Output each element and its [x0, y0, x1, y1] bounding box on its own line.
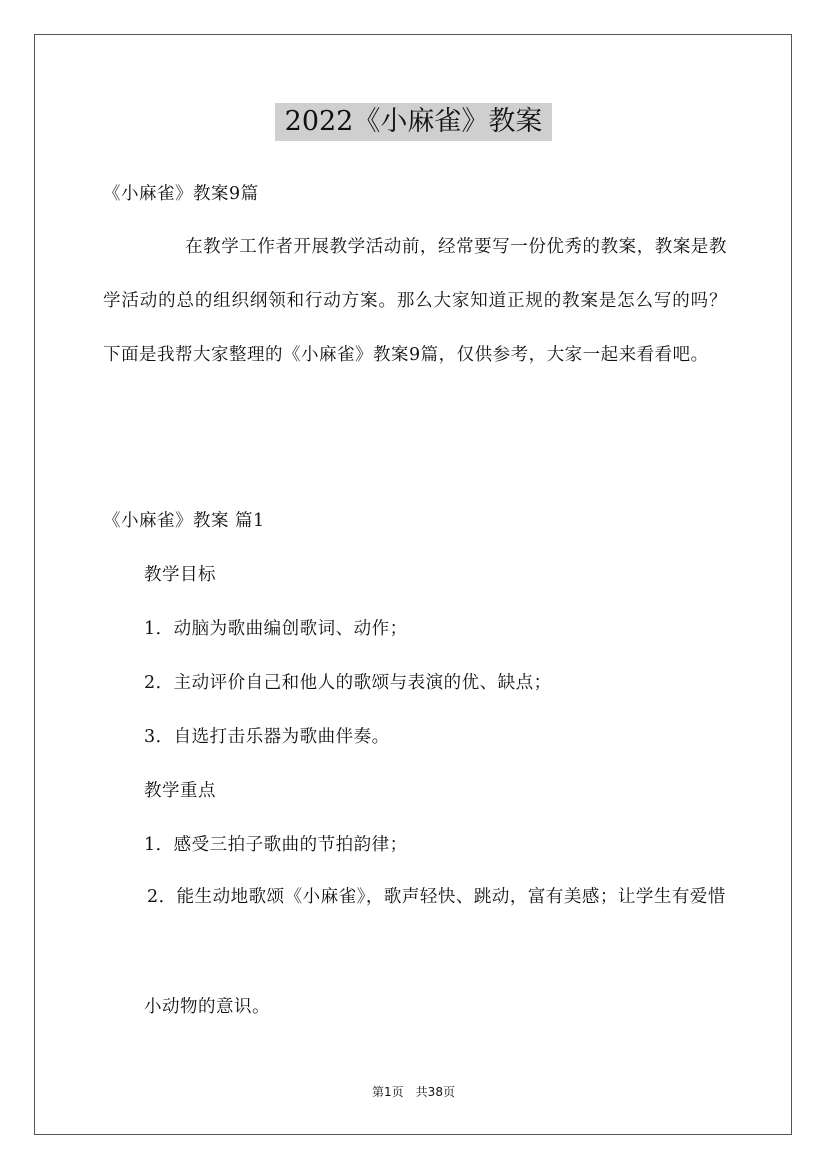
- focus-item: 1．感受三拍子歌曲的节拍韵律；: [144, 835, 408, 855]
- intro-paragraph: [103, 220, 727, 382]
- goal-item: 3．自选打击乐器为歌曲伴奏。: [144, 727, 390, 747]
- section-heading: 《小麻雀》教案 篇1: [103, 511, 265, 531]
- document-title: 2022《小麻雀》教案: [275, 103, 552, 141]
- document-subtitle: 《小麻雀》教案9篇: [103, 184, 259, 204]
- intro-text: 在教学工作者开展教学活动前，经常要写一份优秀的教案，教案是教学活动的总的组织纲领和行动方案。那么大家知道正规的教案是怎么写的吗？下面是我帮大家整理的《小麻雀》教案9篇，仅供参考，大家一起来看看吧。: [103, 237, 727, 365]
- page-footer: 第1页 共38页: [372, 1085, 455, 1099]
- goal-item: 2．主动评价自己和他人的歌颂与表演的优、缺点；: [144, 673, 552, 693]
- focus-item: 2．能生动地歌颂《小麻雀》，歌声轻快、跳动，富有美感；让学生有爱惜: [147, 887, 726, 907]
- goals-heading: 教学目标: [144, 565, 216, 585]
- focus-heading: 教学重点: [144, 781, 216, 801]
- goal-item: 1．动脑为歌曲编创歌词、动作；: [144, 619, 408, 639]
- focus-item: 小动物的意识。: [144, 997, 270, 1017]
- focus-item-paragraph: [103, 870, 727, 924]
